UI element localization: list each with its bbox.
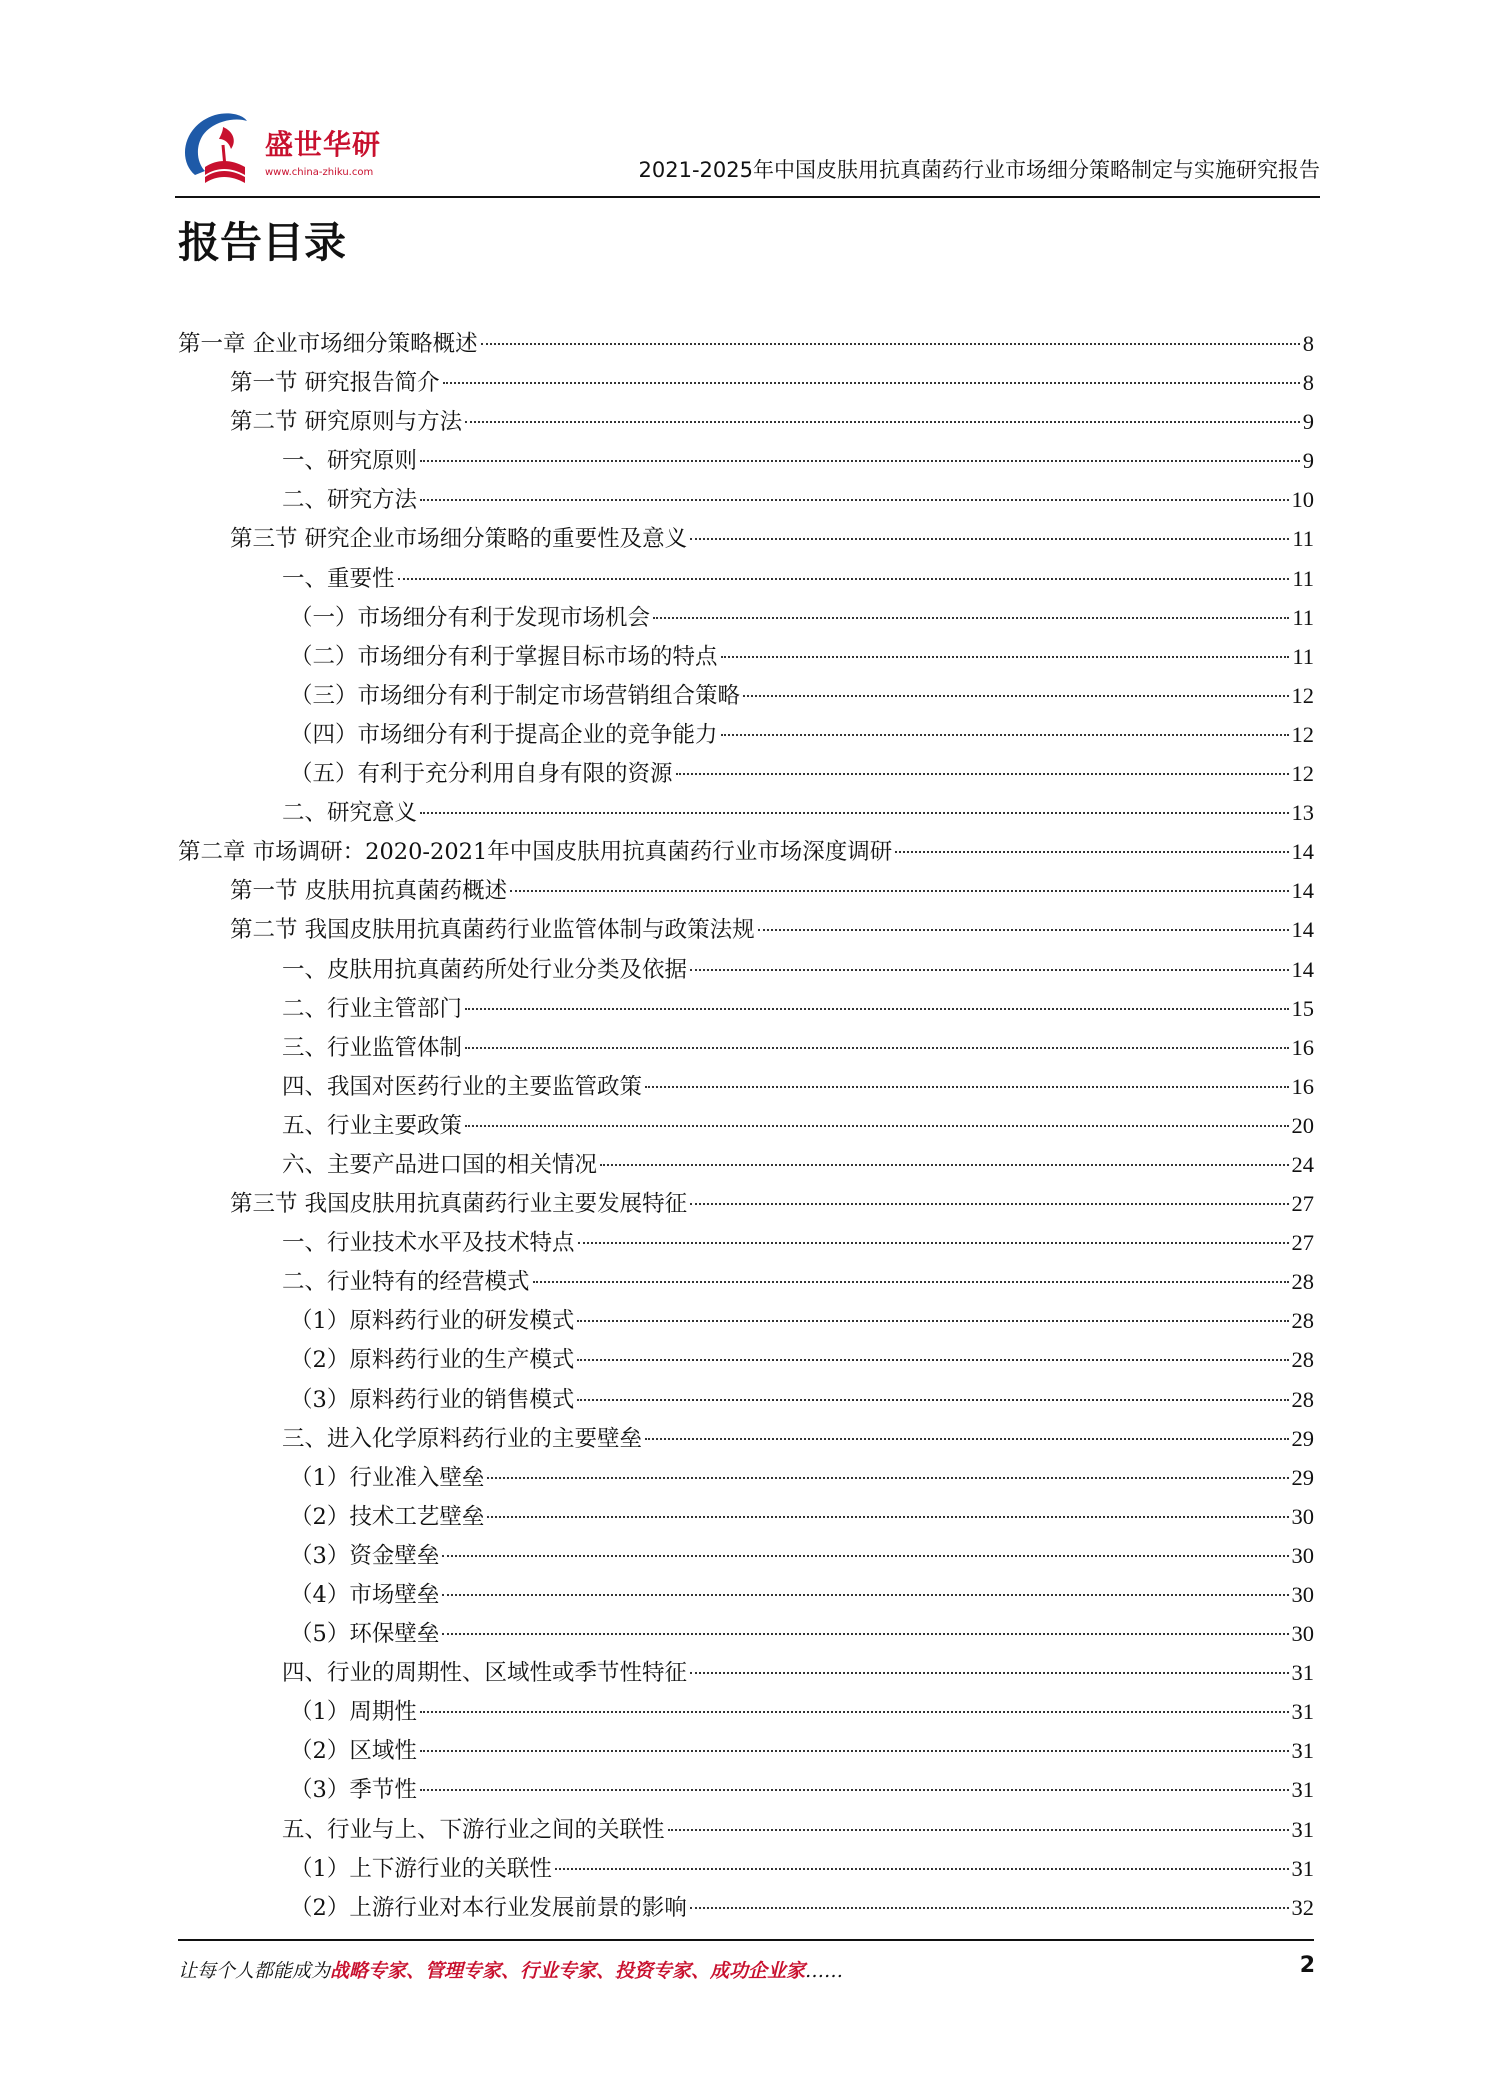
toc-dot-leader	[577, 1399, 1288, 1401]
toc-entry-page: 8	[1302, 331, 1314, 356]
toc-entry-label: 六、主要产品进口国的相关情况	[282, 1151, 598, 1178]
toc-dot-leader	[577, 1359, 1288, 1361]
toc-entry-label: （2）区域性	[290, 1738, 417, 1765]
toc-entry[interactable]	[178, 1731, 1314, 1770]
toc-dot-leader	[533, 1281, 1289, 1283]
slogan-highlight: 战略专家、管理专家、行业专家、投资专家、成功企业家	[330, 1960, 806, 1982]
toc-entry-page: 16	[1291, 1034, 1314, 1060]
toc-entry[interactable]	[178, 1575, 1314, 1614]
toc-dot-leader	[487, 1516, 1288, 1518]
toc-entry-page: 11	[1292, 526, 1314, 552]
toc-entry[interactable]	[178, 1810, 1314, 1849]
report-title: 2021-2025年中国皮肤用抗真菌药行业市场细分策略制定与实施研究报告	[638, 158, 1320, 182]
toc-entry-page: 30	[1291, 1621, 1314, 1647]
toc-entry[interactable]	[178, 950, 1314, 989]
toc-dot-leader	[465, 421, 1300, 423]
toc-entry[interactable]	[178, 1770, 1314, 1809]
toc-entry-page: 31	[1291, 1816, 1314, 1842]
toc-dot-leader	[481, 343, 1300, 345]
toc-entry-label: 第一节 研究报告简介	[230, 370, 440, 397]
toc-entry-label: （5）环保壁垒	[290, 1621, 440, 1648]
toc-dot-leader	[645, 1086, 1288, 1088]
toc-entry-page: 31	[1291, 1738, 1314, 1764]
toc-entry-label: 二、研究意义	[282, 800, 418, 827]
toc-dot-leader	[442, 1594, 1288, 1596]
toc-entry-label: 五、行业主要政策	[282, 1112, 463, 1139]
footer-divider	[178, 1939, 1314, 1941]
toc-entry[interactable]	[178, 637, 1314, 676]
toc-entry-label: 三、行业监管体制	[282, 1034, 463, 1061]
toc-entry[interactable]	[178, 1223, 1314, 1262]
toc-entry[interactable]	[178, 1301, 1314, 1340]
toc-entry[interactable]	[178, 871, 1314, 910]
toc-entry-label: 二、行业主管部门	[282, 995, 463, 1022]
page-number: 2	[1299, 1953, 1315, 1978]
toc-entry[interactable]	[178, 1888, 1314, 1927]
toc-entry-page: 32	[1291, 1894, 1314, 1920]
toc-entry-page: 31	[1291, 1777, 1314, 1803]
toc-entry-label: 第二节 研究原则与方法	[230, 409, 463, 436]
toc-dot-leader	[420, 1711, 1289, 1713]
toc-entry-label: （2）技术工艺壁垒	[290, 1503, 485, 1530]
toc-entry[interactable]	[178, 519, 1314, 558]
toc-entry-label: （2）上游行业对本行业发展前景的影响	[290, 1894, 687, 1921]
toc-entry-page: 14	[1291, 878, 1314, 904]
toc-entry-page: 11	[1292, 604, 1314, 630]
toc-dot-leader	[676, 773, 1289, 775]
toc-entry[interactable]	[178, 793, 1314, 832]
toc-dot-leader	[442, 1555, 1288, 1557]
toc-entry-label: （1）原料药行业的研发模式	[290, 1308, 575, 1335]
toc-entry[interactable]	[178, 559, 1314, 598]
toc-entry-page: 28	[1291, 1308, 1314, 1334]
toc-dot-leader	[398, 578, 1290, 580]
toc-entry-page: 12	[1291, 761, 1314, 787]
toc-entry-label: 五、行业与上、下游行业之间的关联性	[282, 1816, 665, 1843]
toc-entry-label: （1）周期性	[290, 1699, 417, 1726]
toc-entry[interactable]	[178, 1067, 1314, 1106]
toc-dot-leader	[420, 499, 1288, 501]
toc-entry[interactable]	[178, 324, 1314, 363]
toc-entry[interactable]	[178, 715, 1314, 754]
toc-entry[interactable]	[178, 480, 1314, 519]
toc-dot-leader	[465, 1125, 1288, 1127]
toc-entry-page: 14	[1291, 839, 1314, 865]
toc-entry-page: 29	[1291, 1464, 1314, 1490]
toc-entry-label: （3）资金壁垒	[290, 1542, 440, 1569]
page-header	[175, 100, 1320, 198]
toc-entry-label: 四、我国对医药行业的主要监管政策	[282, 1073, 643, 1100]
toc-entry-page: 28	[1291, 1386, 1314, 1412]
toc-dot-leader	[690, 1672, 1288, 1674]
toc-entry-label: （五）有利于充分利用自身有限的资源	[290, 761, 673, 788]
footer-slogan	[178, 1956, 843, 1983]
toc-entry-label: （二）市场细分有利于掌握目标市场的特点	[290, 643, 718, 670]
toc-entry-page: 30	[1291, 1582, 1314, 1607]
toc-entry-page: 30	[1291, 1503, 1314, 1529]
toc-dot-leader	[690, 1203, 1288, 1205]
toc-dot-leader	[487, 1477, 1288, 1479]
toc-entry-page: 31	[1291, 1855, 1314, 1881]
toc-entry[interactable]	[178, 676, 1314, 715]
toc-entry[interactable]	[178, 598, 1314, 637]
toc-entry[interactable]	[178, 832, 1314, 871]
toc-entry-label: （三）市场细分有利于制定市场营销组合策略	[290, 682, 741, 709]
toc-entry[interactable]	[178, 1692, 1314, 1731]
toc-dot-leader	[442, 1633, 1288, 1635]
toc-entry-page: 13	[1291, 800, 1314, 826]
toc-entry[interactable]	[178, 1849, 1314, 1888]
toc-entry-label: 一、重要性	[282, 565, 395, 592]
toc-entry[interactable]	[178, 441, 1314, 480]
toc-entry-label: （2）原料药行业的生产模式	[290, 1347, 575, 1374]
toc-entry-label: 二、研究方法	[282, 487, 418, 514]
toc-dot-leader	[743, 695, 1288, 697]
toc-entry[interactable]	[178, 363, 1314, 402]
toc-entry-page: 28	[1291, 1347, 1314, 1373]
toc-entry[interactable]	[178, 989, 1314, 1028]
toc-entry-page: 9	[1302, 409, 1314, 435]
toc-entry-page: 14	[1291, 956, 1314, 982]
logo-url: www.china-zhiku.com	[265, 167, 374, 178]
toc-entry-page: 31	[1291, 1699, 1314, 1725]
toc-entry-label: 第一节 皮肤用抗真菌药概述	[230, 878, 508, 905]
toc-entry-page: 27	[1291, 1230, 1314, 1256]
toc-dot-leader	[645, 1438, 1288, 1440]
company-logo	[175, 105, 395, 190]
toc-dot-leader	[600, 1164, 1288, 1166]
toc-entry[interactable]	[178, 1262, 1314, 1301]
toc-entry-page: 10	[1291, 487, 1314, 513]
toc-entry-page: 9	[1302, 448, 1314, 474]
toc-entry[interactable]	[178, 1106, 1314, 1145]
toc-dot-leader	[721, 734, 1289, 736]
toc-entry-label: 一、研究原则	[282, 448, 418, 475]
shengshi-huayan-logo-icon	[175, 105, 263, 190]
toc-entry-label: 三、进入化学原料药行业的主要壁垒	[282, 1425, 643, 1452]
toc-entry-label: （1）行业准入壁垒	[290, 1464, 485, 1491]
page-title: 报告目录	[178, 218, 347, 267]
toc-entry-page: 12	[1291, 721, 1314, 747]
toc-entry-label: 第二章 市场调研：2020-2021年中国皮肤用抗真菌药行业市场深度调研	[178, 839, 893, 866]
toc-entry-page: 12	[1291, 682, 1314, 708]
toc-entry[interactable]	[178, 1184, 1314, 1223]
toc-entry-label: 一、行业技术水平及技术特点	[282, 1230, 575, 1257]
toc-entry-page: 27	[1291, 1191, 1314, 1217]
toc-entry-page: 11	[1292, 643, 1314, 669]
toc-entry[interactable]	[178, 1497, 1314, 1536]
toc-entry-label: （4）市场壁垒	[290, 1582, 440, 1608]
toc-entry[interactable]	[178, 1419, 1314, 1458]
slogan-prefix: 让每个人都能成为	[178, 1960, 331, 1982]
toc-dot-leader	[465, 1047, 1288, 1049]
toc-dot-leader	[465, 1008, 1288, 1010]
toc-entry-page: 24	[1291, 1151, 1314, 1177]
toc-dot-leader	[690, 969, 1288, 971]
toc-entry-page: 31	[1291, 1660, 1314, 1686]
toc-entry[interactable]	[178, 1380, 1314, 1419]
toc-entry[interactable]	[178, 1536, 1314, 1575]
toc-entry-label: （四）市场细分有利于提高企业的竞争能力	[290, 721, 718, 748]
toc-dot-leader	[895, 851, 1288, 853]
toc-entry-label: （一）市场细分有利于发现市场机会	[290, 604, 651, 631]
toc-entry[interactable]	[178, 1653, 1314, 1692]
toc-entry-label: （1）上下游行业的关联性	[290, 1855, 552, 1882]
toc-entry-label: 一、皮肤用抗真菌药所处行业分类及依据	[282, 956, 688, 983]
table-of-contents	[178, 324, 1314, 1927]
toc-dot-leader	[690, 1907, 1289, 1909]
toc-entry-label: 第一章 企业市场细分策略概述	[178, 331, 478, 357]
toc-dot-leader	[555, 1868, 1289, 1870]
logo-text: 盛世华研	[265, 128, 382, 161]
toc-entry-label: （3）季节性	[290, 1777, 417, 1804]
toc-dot-leader	[690, 538, 1289, 540]
toc-dot-leader	[578, 1242, 1289, 1244]
toc-dot-leader	[653, 617, 1289, 619]
toc-dot-leader	[577, 1320, 1288, 1322]
toc-entry[interactable]	[178, 402, 1314, 441]
toc-entry-label: 第三节 研究企业市场细分策略的重要性及意义	[230, 526, 688, 553]
toc-entry[interactable]	[178, 754, 1314, 793]
toc-entry-page: 15	[1291, 995, 1314, 1021]
toc-entry[interactable]	[178, 1458, 1314, 1497]
toc-entry[interactable]	[178, 1028, 1314, 1067]
toc-entry-page: 29	[1291, 1425, 1314, 1451]
toc-entry[interactable]	[178, 1145, 1314, 1184]
toc-dot-leader	[510, 890, 1288, 892]
slogan-suffix: ……	[805, 1960, 844, 1982]
toc-entry-label: 第三节 我国皮肤用抗真菌药行业主要发展特征	[230, 1191, 688, 1218]
toc-entry-page: 30	[1291, 1542, 1314, 1568]
toc-entry-label: 四、行业的周期性、区域性或季节性特征	[282, 1660, 688, 1687]
toc-entry-page: 8	[1302, 370, 1314, 396]
toc-dot-leader	[758, 929, 1289, 931]
toc-dot-leader	[420, 460, 1300, 462]
toc-entry[interactable]	[178, 910, 1314, 949]
toc-dot-leader	[668, 1829, 1289, 1831]
toc-entry[interactable]	[178, 1614, 1314, 1653]
toc-dot-leader	[420, 1750, 1289, 1752]
toc-entry-label: 二、行业特有的经营模式	[282, 1269, 530, 1296]
toc-entry-page: 20	[1291, 1112, 1314, 1138]
toc-entry-page: 11	[1292, 565, 1314, 591]
toc-dot-leader	[420, 812, 1288, 814]
toc-dot-leader	[721, 656, 1290, 658]
toc-entry-page: 16	[1291, 1073, 1314, 1099]
toc-entry-page: 28	[1291, 1269, 1314, 1295]
toc-dot-leader	[443, 382, 1300, 384]
toc-entry-page: 14	[1291, 917, 1314, 943]
toc-dot-leader	[420, 1789, 1289, 1791]
toc-entry[interactable]	[178, 1340, 1314, 1379]
header-divider	[175, 196, 1320, 198]
toc-entry-label: （3）原料药行业的销售模式	[290, 1386, 575, 1413]
toc-entry-label: 第二节 我国皮肤用抗真菌药行业监管体制与政策法规	[230, 917, 755, 944]
